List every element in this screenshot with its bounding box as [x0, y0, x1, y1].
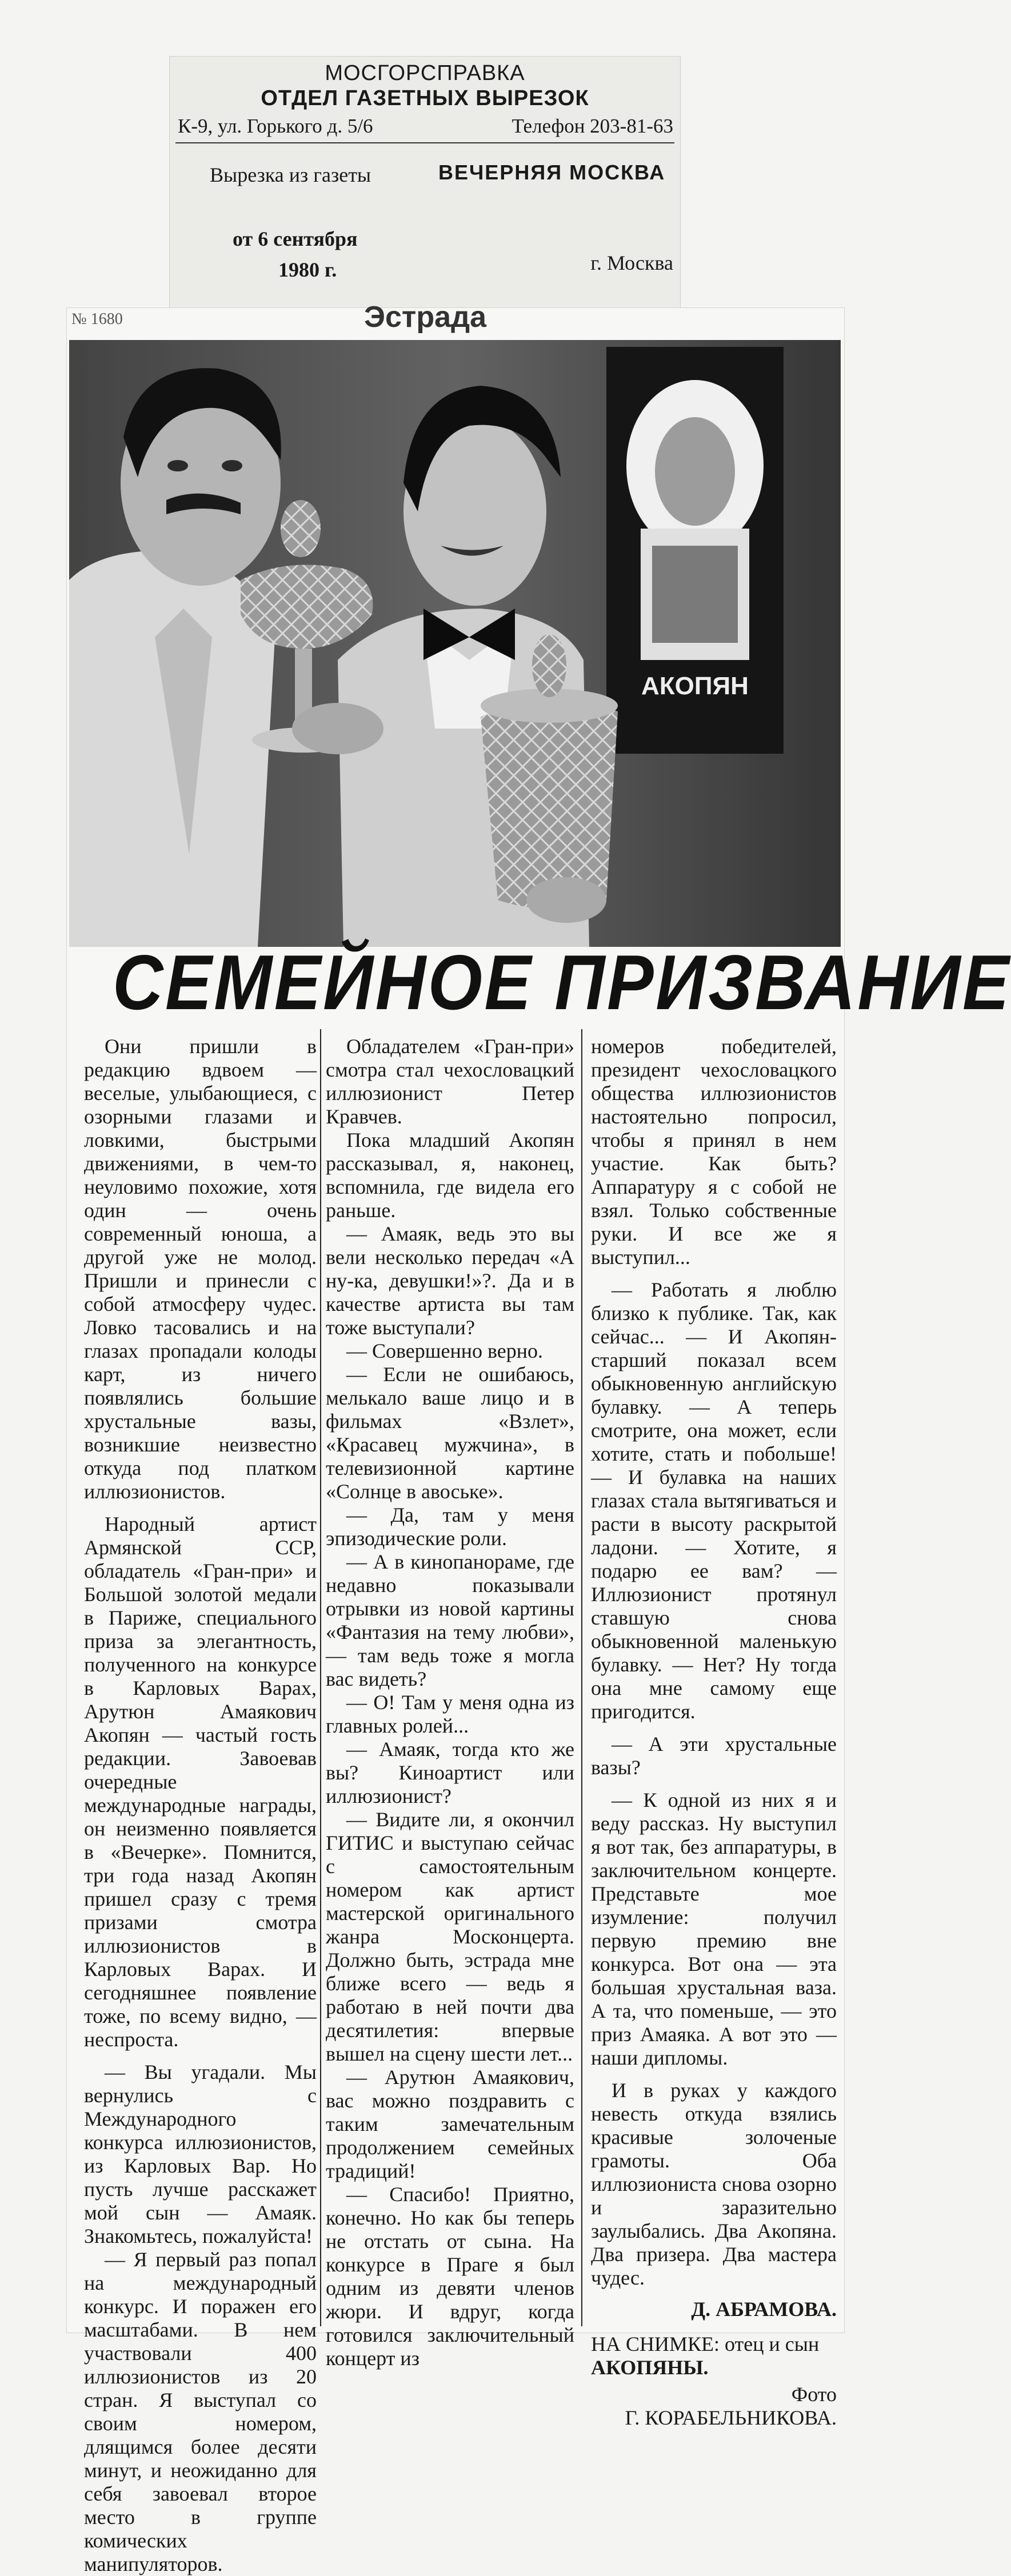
cut-from-label: Вырезка из газеты	[210, 163, 371, 186]
agency-address: К-9, ул. Горького д. 5/6	[178, 115, 373, 137]
paragraph: — О! Там у меня одна из главных ролей...	[326, 1691, 574, 1737]
paragraph: — Видите ли, я окончил ГИТИС и выступаю сейчас с самостоятельным номером как артист мастерской оригинального жанра Москонцерта. Должно быть, эстрада мне ближе всего — ведь я работаю в ней почти два десятилетия: впервые вышел на сцену шести лет...	[326, 1808, 574, 2065]
paragraph: — Если не ошибаюсь, мелькало ваше лицо и в фильмах «Взлет», «Красавец мужчина», в телевизионной картине «Солнце в авоське».	[326, 1363, 574, 1503]
caption-text: НА СНИМКЕ: отец и сын	[591, 2333, 820, 2355]
agency-phone: Телефон 203-81-63	[512, 115, 673, 137]
paragraph: Обладателем «Гран-при» смотра стал чехословацкий иллюзионист Петер Кравчев.	[326, 1035, 574, 1128]
photo-caption	[591, 2333, 837, 2379]
paragraph: — Амаяк, ведь это вы вели несколько передач «А ну-ка, девушки!»?. Да и в качестве артиста вы там тоже выступали?	[326, 1222, 574, 1339]
paragraph: — Амаяк, тогда кто же вы? Киноартист или иллюзионист?	[326, 1738, 574, 1807]
newspaper-clipping	[66, 301, 1011, 2575]
issue-number: № 1680	[71, 310, 123, 328]
clipping-city: г. Москва	[590, 251, 673, 274]
newspaper-name: ВЕЧЕРНЯЯ МОСКВА	[438, 161, 666, 184]
paragraph: Они пришли в редакцию вдвоем — веселые, улыбающиеся, с озорными глазами и ловкими, быстрыми движениями, в чем-то неуловимо похожие, хотя один — очень современный юноша, а другой уже не молод. Пришли и принесли с собой атмосферу чудес. Ловко тасовались и на глазах пропадали колоды карт, из ничего появлялись большие хрустальные вазы, возникшие неизвестно откуда под платком иллюзионистов.	[84, 1035, 317, 1503]
photo-credit-name: Г. КОРАБЕЛЬНИКОВА.	[625, 2406, 837, 2429]
article-photo	[69, 340, 841, 947]
paragraph: номеров победителей, президент чехословацкого общества иллюзионистов настоятельно попросил, чтобы я принял в нем участие. Как быть? Аппаратуру я с собой не взял. Только собственные руки. И все же я выступил...	[591, 1035, 837, 1269]
paragraph: — Вы угадали. Мы вернулись с Международного конкурса иллюзионистов, из Карловых Вар. Но пусть лучше расскажет мой сын — Амаяк. Знакомьтесь, пожалуйста!	[84, 2061, 317, 2247]
paragraph: И в руках у каждого невесть откуда взялись красивые золоченые грамоты. Оба иллюзиониста снова озорно и заразительно заулыбались. Два Акопяна. Два призера. Два мастера чудес.	[591, 2079, 837, 2289]
rubric-title: Эстрада	[364, 301, 486, 334]
paragraph: Народный артист Армянской ССР, обладатель «Гран-при» и Большой золотой медали в Париже, специального приза за элегантность, полученного на конкурсе в Карловых Варах, Арутюн Амаякович Акопян — частый гость редакции. Завоевав очередные международные награды, он неизменно появляется в «Вечерке». Помнится, три года назад Акопян пришел сразу с тремя призами смотра иллюзионистов в Карловых Варах. И сегодняшнее появление тоже, по всему видно, — неспроста.	[84, 1513, 317, 2051]
department-name: ОТДЕЛ ГАЗЕТНЫХ ВЫРЕЗОК	[261, 86, 589, 110]
paragraph: — Работать я люблю близко к публике. Так, как сейчас... — И Акопян-старший показал всем обыкновенную английскую булавку. — А теперь смотрите, она может, если хотите, стать и побольше! — И булавка на наших глазах стала вытягиваться и расти в высоту раскрытой ладони. — Хотите, я подарю ее вам? — Иллюзионист протянул ставшую снова обыкновенной маленькую булавку. — Нет? Ну тогда она мне самому еще пригодится.	[591, 1278, 837, 1723]
article-column-1	[84, 1035, 317, 2576]
paragraph: — Спасибо! Приятно, конечно. Но как бы теперь не отстать от сына. На конкурсе в Праге я был одним из девяти членов жюри. И вдруг, когда готовился заключительный концерт из	[326, 2183, 574, 2370]
caption-names: АКОПЯНЫ.	[591, 2356, 709, 2379]
author-signature: Д. АБРАМОВА.	[691, 2298, 837, 2321]
paragraph: — Да, там у меня эпизодические роли.	[326, 1503, 574, 1550]
magician-poster	[606, 347, 784, 754]
column-divider	[581, 1029, 582, 2326]
paragraph: — Я первый раз попал на международный конкурс. И поражен его масштабами. В нем участвовали 400 иллюзионистов из 20 стран. Я выступал со своим номером, длящимся более десяти минут, и неожиданно для себя завоевал второе место в группе комических манипуляторов.	[84, 2248, 317, 2575]
photo-credit-label: Фото	[791, 2383, 837, 2406]
label-divider	[175, 142, 674, 143]
torn-header-stub	[67, 301, 844, 334]
paragraph: — Совершенно верно.	[346, 1339, 544, 1362]
article-column-2	[326, 1035, 574, 2370]
poster-name: АКОПЯН	[641, 672, 749, 700]
clipping-service-label	[169, 56, 681, 311]
paragraph: — Арутюн Амаякович, вас можно поздравить с таким замечательным продолжением семейных традиций!	[326, 2066, 574, 2182]
article-headline: СЕМЕЙНОЕ ПРИЗВАНИЕ	[113, 939, 1011, 1026]
paragraph: — К одной из них я и веду рассказ. Ну выступил я вот так, без аппаратуры, в заключительном концерте. Представьте мое изумление: получил первую премию вне конкурса. Вот она — эта большая хрустальная ваза. А та, что поменьше, — это приз Амаяка. А вот это — наши дипломы.	[591, 1789, 837, 2069]
paragraph: — А эти хрустальные вазы?	[591, 1733, 837, 1779]
clipping-date: от 6 сентября	[233, 227, 358, 250]
column-divider	[320, 1029, 321, 2326]
article-column-3	[591, 1035, 837, 2430]
paragraph: — А в кинопанораме, где недавно показывали отрывки из новой картины «Фантазия на тему любви», — там ведь тоже я могла вас видеть?	[326, 1550, 574, 1690]
agency-name: МОСГОРСПРАВКА	[325, 61, 525, 85]
paragraph: Пока младший Акопян рассказывал, я, наконец, вспомнила, где видела его раньше.	[326, 1129, 574, 1222]
clipping-year: 1980 г.	[278, 258, 337, 281]
